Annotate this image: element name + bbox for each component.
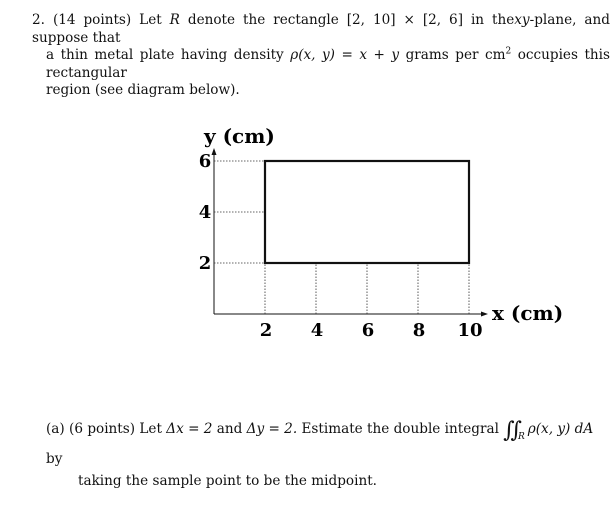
double-integral-symbol: ∬ bbox=[503, 418, 518, 443]
density-expression: ρ(x, y) = x + y bbox=[290, 47, 400, 63]
x-tick-10: 10 bbox=[457, 320, 483, 341]
var-r: R bbox=[169, 12, 180, 28]
density-intro: a thin metal plate having density bbox=[46, 47, 284, 63]
y-tick-2: 2 bbox=[198, 253, 212, 274]
plane-name: xy bbox=[514, 12, 530, 28]
part-a-label: (a) bbox=[46, 421, 65, 437]
y-axis-label: y (cm) bbox=[204, 124, 275, 148]
text-occupies: occupies this rectangular bbox=[46, 47, 610, 81]
problem-number: 2. bbox=[32, 12, 45, 28]
text-let: Let bbox=[139, 12, 162, 28]
density-units: grams per cm bbox=[405, 47, 506, 63]
integral-region: R bbox=[517, 432, 525, 442]
delta-x: Δx = 2 bbox=[166, 421, 213, 437]
x-axis-label: x (cm) bbox=[492, 301, 564, 325]
y-tick-4: 4 bbox=[198, 202, 212, 223]
x-tick-6: 6 bbox=[361, 320, 375, 341]
part-a-estimate: Estimate the double integral bbox=[301, 421, 499, 437]
units-exponent: 2 bbox=[505, 46, 512, 57]
rectangle-definition: denote the rectangle [2, 10] × [2, 6] in the bbox=[187, 12, 515, 28]
part-a-and: and bbox=[216, 421, 243, 437]
region-line: region (see diagram below). bbox=[46, 82, 240, 98]
region-rectangle bbox=[265, 161, 469, 263]
part-a-by: by bbox=[46, 451, 63, 467]
part-a-points: (6 points) bbox=[69, 421, 136, 437]
x-tick-2: 2 bbox=[259, 320, 273, 341]
y-tick-6: 6 bbox=[198, 151, 212, 172]
part-a bbox=[46, 418, 611, 492]
delta-y: Δy = 2. bbox=[246, 421, 298, 437]
problem-statement bbox=[32, 12, 610, 100]
text-plane-suffix: -plane, and suppose that bbox=[32, 12, 610, 46]
x-tick-4: 4 bbox=[310, 320, 324, 341]
part-a-line2: taking the sample point to be the midpoint. bbox=[78, 473, 378, 489]
problem-points: (14 points) bbox=[52, 12, 132, 28]
part-a-let: Let bbox=[139, 421, 162, 437]
integrand: ρ(x, y) dA bbox=[527, 421, 594, 437]
x-tick-8: 8 bbox=[412, 320, 426, 341]
y-axis-arrow bbox=[212, 148, 217, 155]
x-axis-arrow bbox=[481, 312, 488, 317]
